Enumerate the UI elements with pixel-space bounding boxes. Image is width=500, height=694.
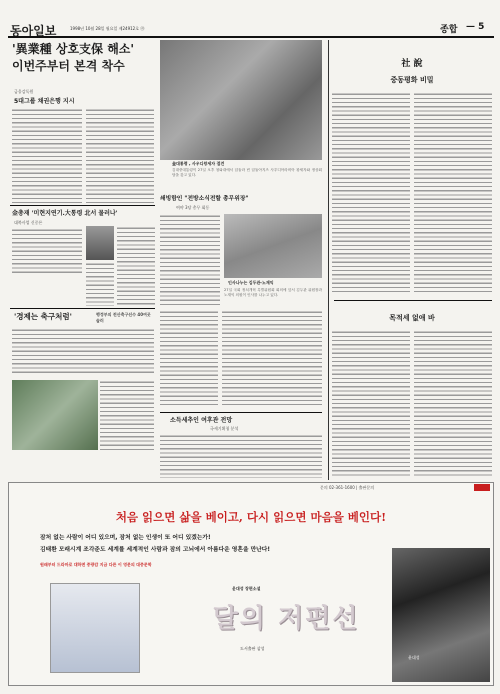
meeting-photo-caption: 인사나누는 김두관-노재익 bbox=[228, 280, 274, 285]
story2-text-col3 bbox=[86, 262, 114, 306]
editorial-rule bbox=[334, 300, 492, 301]
lead-story-subhead: 5대그룹 채권은행 지시 bbox=[14, 98, 75, 105]
editorial-header: 社 說 bbox=[401, 59, 423, 68]
ad-topbar: 문의 02-361-1600 | 출판문의 bbox=[320, 485, 375, 490]
ad-publisher: 도서출판 삼성 bbox=[240, 646, 265, 651]
story4-text-col4 bbox=[222, 310, 322, 408]
story5-rule bbox=[160, 412, 322, 413]
ad-line-1: 잠처 없는 사람이 어디 있으며, 잠처 없는 인생이 또 어디 있겠는가! bbox=[40, 535, 211, 541]
page-number: — 5 bbox=[466, 22, 485, 32]
story4-text bbox=[12, 328, 154, 376]
newspaper-masthead: 동아일보 bbox=[10, 24, 57, 36]
meeting-photo-lines: 27일 국회 정치개혁 특별위원회 회의에 앞서 김두관 위원장과 노재익 의원이 인사를 나누고 있다. bbox=[224, 288, 322, 298]
dateline: 1998년 10월 28일 월요일 제24912호 ㉮ bbox=[70, 26, 145, 31]
story2-subhead: 대북사업 신중론 bbox=[14, 220, 43, 225]
soccer-photo bbox=[12, 380, 98, 450]
ad-book-blurb: 원래부터 드라마로 대하면 중량감 지금 다른 이 영문의 대중문학 bbox=[40, 562, 152, 567]
lead-story-byline: 금융감독원 bbox=[14, 89, 34, 94]
story2-text bbox=[12, 228, 82, 273]
editorial-text-1 bbox=[332, 92, 410, 292]
ad-slogan: 처음 읽으면 삶을 베이고, 다시 읽으면 마음을 베인다! bbox=[115, 510, 387, 524]
ad-right-caption: 윤대성 bbox=[408, 655, 420, 660]
story5-title: 소득세추인 여후관 전망 bbox=[170, 417, 233, 424]
story5-text bbox=[160, 434, 322, 478]
editorial-title-1: 중동평화 비밀 bbox=[390, 75, 434, 84]
summit-photo-caption: 金대통령 , 사우디왕세자 접견 bbox=[172, 161, 225, 166]
editorial-text-3 bbox=[332, 330, 410, 478]
story3-text bbox=[160, 214, 220, 306]
lead-story-title-line1: '異業種 상호支保 해소' bbox=[12, 42, 135, 56]
story2-portrait bbox=[86, 226, 114, 260]
summit-photo-caption-body: 김대중대통령이 27일 오후 청와대에서 압둘라 빈 압둘아지즈 사우디아라비아 왕세자와 정상회담을 갖고 있다. bbox=[172, 168, 322, 178]
ad-book-title: 달의 저편선 bbox=[212, 604, 360, 634]
section-label: 종합 bbox=[440, 25, 458, 34]
ad-logo bbox=[474, 484, 490, 491]
story2-text-col2 bbox=[117, 226, 155, 306]
story4-rule bbox=[10, 308, 155, 309]
editorial-text-4 bbox=[414, 330, 492, 478]
book-cover-image bbox=[50, 583, 140, 673]
story4-text-col3 bbox=[160, 310, 218, 408]
story2-title: 金총재 '미현지연기.大통령 北서 물러나' bbox=[12, 210, 118, 217]
story5-subhead: 국세기획청 분석 bbox=[210, 426, 239, 431]
ad-author: 윤대성 장편소설 bbox=[232, 586, 261, 591]
ad-line-2: 김태환 모래시계 조각준도 세계를 세계적인 사람과 잠의 고뇌에서 아름다운 영혼을 만난다! bbox=[40, 547, 271, 553]
meeting-photo bbox=[224, 214, 322, 278]
story3-title: 쇄빙함인 "전방소식전할 총무위장" bbox=[160, 196, 249, 202]
story2-rule bbox=[10, 205, 155, 206]
masthead-rule bbox=[8, 36, 494, 38]
lead-story-text-col2 bbox=[86, 108, 154, 203]
lead-story-title-line2: 이번주부터 본격 착수 bbox=[12, 59, 125, 73]
story4-text-col2 bbox=[100, 380, 154, 450]
lead-story-text-col1 bbox=[12, 108, 82, 203]
editorial-text-2 bbox=[414, 92, 492, 292]
story4-title: '경제는 축구처럼' bbox=[14, 312, 72, 321]
story3-subhead: 여야 3당 총무 회동 bbox=[176, 205, 210, 210]
story4-sidebar: 행정부의 전산축구선수 40여곳 슬러 bbox=[96, 312, 151, 323]
editorial-title-2: 목적세 없애 바 bbox=[389, 313, 435, 322]
